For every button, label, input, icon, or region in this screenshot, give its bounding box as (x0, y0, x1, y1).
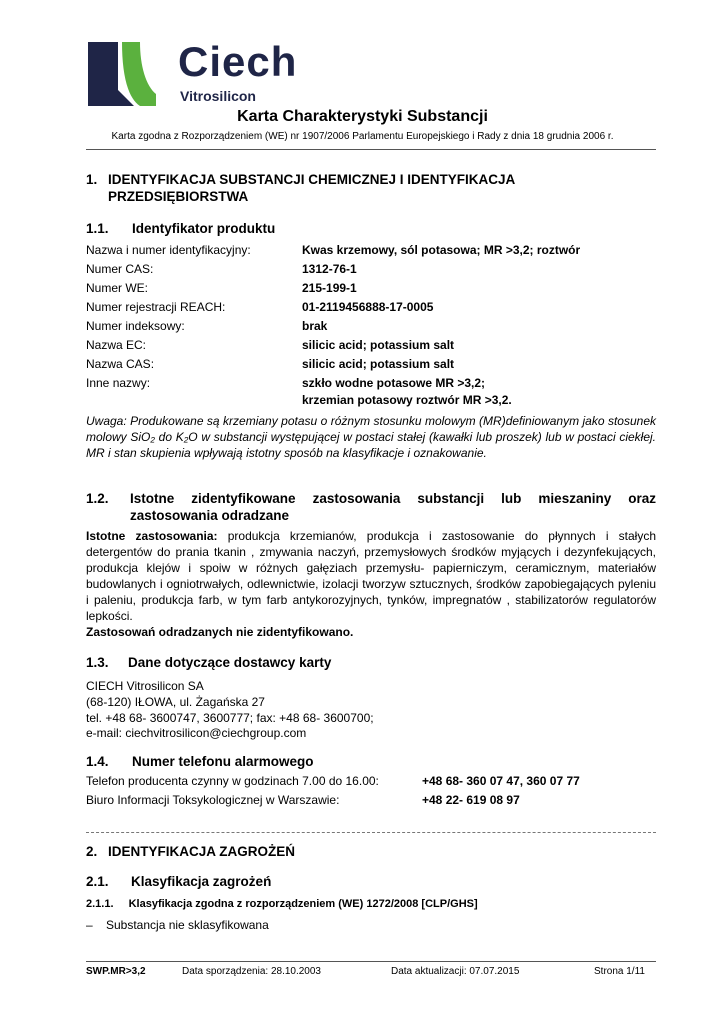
section-title: IDENTYFIKACJA ZAGROŻEŃ (108, 844, 296, 859)
page-number: Strona 1/11 (594, 966, 645, 977)
brand-subtitle: Vitrosilicon (180, 88, 256, 104)
row-value: brak (302, 319, 328, 333)
section-1-3-heading (86, 654, 656, 671)
section-2-heading (86, 843, 646, 860)
row-value: silicic acid; potassium salt (302, 338, 455, 352)
section-title: Klasyfikacja zagrożeń (131, 874, 272, 889)
section-1-1-heading (86, 220, 656, 237)
section-title: Numer telefonu alarmowego (132, 754, 314, 769)
row-value: 215-199-1 (302, 281, 357, 295)
row-value: 01-2119456888-17-0005 (302, 300, 434, 314)
section-number: 1. (86, 172, 98, 187)
section-2-1-heading (86, 873, 656, 890)
section-number: 1.1. (86, 221, 109, 236)
row-label: Nazwa EC: (86, 338, 147, 352)
row-label: Numer rejestracji REACH: (86, 300, 226, 314)
row-value: +48 22- 619 08 97 (422, 793, 520, 807)
footer-divider (86, 961, 656, 962)
row-value: szkło wodne potasowe MR >3,2; (302, 376, 486, 390)
row-value: +48 68- 360 07 47, 360 07 77 (422, 774, 580, 788)
uses-text: produkcja krzemianów, produkcja i zastosowanie do płynnych i stałych detergentów do prania tkanin , zmywania naczyń, przemysłowych środków myjących i dezynfekujących, produkcja klejów i spoiw w różnych gałęziach przemysłu- papierniczym, ceramicznym, materiałów budowlanych i ogniotrwałych, odlewnictwie, izolacji tworzyw sztucznych, środków zapobiegających pyleniu i paleniu, produkcja farb, w tym farb antykorozyjnych, tynków, impregnatów , stabilizatorów regulatorów lepkości. (86, 529, 657, 623)
uses-label: Istotne zastosowania: (86, 529, 218, 543)
section-number: 1.4. (86, 754, 109, 769)
ciech-logo-icon (88, 42, 156, 106)
section-number: 2.1.1. (86, 898, 114, 910)
classification-bullet (86, 917, 656, 933)
brand-name: Ciech (178, 38, 298, 85)
section-title: Identyfikator produktu (132, 221, 276, 236)
section-number: 2.1. (86, 874, 109, 889)
relevant-uses-paragraph (86, 528, 656, 624)
preparation-date: Data sporządzenia: 28.10.2003 (182, 966, 321, 977)
row-value: Kwas krzemowy, sól potasowa; MR >3,2; roztwór (302, 243, 581, 257)
row-label: Inne nazwy: (86, 376, 151, 390)
row-label: Numer CAS: (86, 262, 154, 276)
row-label: Telefon producenta czynny w godzinach 7.00 do 16.00: (86, 774, 379, 788)
bullet-text: Substancja nie sklasyfikowana (106, 918, 269, 932)
document-code: SWP.MR>3,2 (86, 966, 146, 977)
section-2-1-1-heading (86, 898, 478, 910)
supplier-address: (68-120) IŁOWA, ul. Żagańska 27 (86, 695, 265, 709)
supplier-phone-fax: tel. +48 68- 3600747, 3600777; fax: +48 68- 3600700; (86, 711, 374, 725)
row-label: Biuro Informacji Toksykologicznej w Warszawie: (86, 793, 340, 807)
update-date: Data aktualizacji: 07.07.2015 (391, 966, 520, 977)
section-number: 2. (86, 844, 98, 859)
section-number: 1.2. (86, 491, 109, 506)
dash-bullet-icon: – (86, 918, 93, 932)
row-value: krzemian potasowy roztwór MR >3,2. (302, 393, 512, 407)
supplier-email: e-mail: ciechvitrosilicon@ciechgroup.com (86, 726, 307, 740)
section-title: IDENTYFIKACJA SUBSTANCJI CHEMICZNEJ I IDENTYFIKACJA PRZEDSIĘBIORSTWA (108, 172, 515, 204)
discouraged-uses: Zastosowań odradzanych nie zidentyfikowano. (86, 625, 354, 639)
section-title: Dane dotyczące dostawcy karty (128, 655, 332, 670)
row-label: Nazwa i numer identyfikacyjny: (86, 243, 251, 257)
header-divider (86, 149, 656, 150)
molar-ratio-note: Uwaga: Produkowane są krzemiany potasu o różnym stosunku molowym (MR)definiowanym jako stosunek molowy SiO₂ do K₂O w substancji występującej w postaci stałej (kawałki lub proszek) lub w postaci ciekłej. MR i stan skupienia wpływają istotny sposób na klasyfikacje i oznakowanie. (86, 414, 656, 460)
regulation-note: Karta zgodna z Rozporządzeniem (WE) nr 1907/2006 Parlamentu Europejskiego i Rady z dnia 18 grudnia 2006 r. (111, 131, 614, 142)
row-value: silicic acid; potassium salt (302, 357, 455, 371)
section-1-heading (86, 171, 646, 205)
section-title: Klasyfikacja zgodna z rozporządzeniem (WE) 1272/2008 [CLP/GHS] (128, 898, 478, 910)
row-label: Numer WE: (86, 281, 149, 295)
section-1-4-heading (86, 753, 656, 770)
row-label: Numer indeksowy: (86, 319, 185, 333)
supplier-name: CIECH Vitrosilicon SA (86, 679, 204, 693)
row-value: 1312-76-1 (302, 262, 357, 276)
section-divider (86, 832, 656, 833)
section-number: 1.3. (86, 655, 109, 670)
document-title: Karta Charakterystyki Substancji (237, 108, 488, 125)
row-label: Nazwa CAS: (86, 357, 155, 371)
section-1-2-heading (86, 490, 656, 524)
section-title: Istotne zidentyfikowane zastosowania substancji lub mieszaniny oraz zastosowania odradzane (130, 491, 656, 523)
